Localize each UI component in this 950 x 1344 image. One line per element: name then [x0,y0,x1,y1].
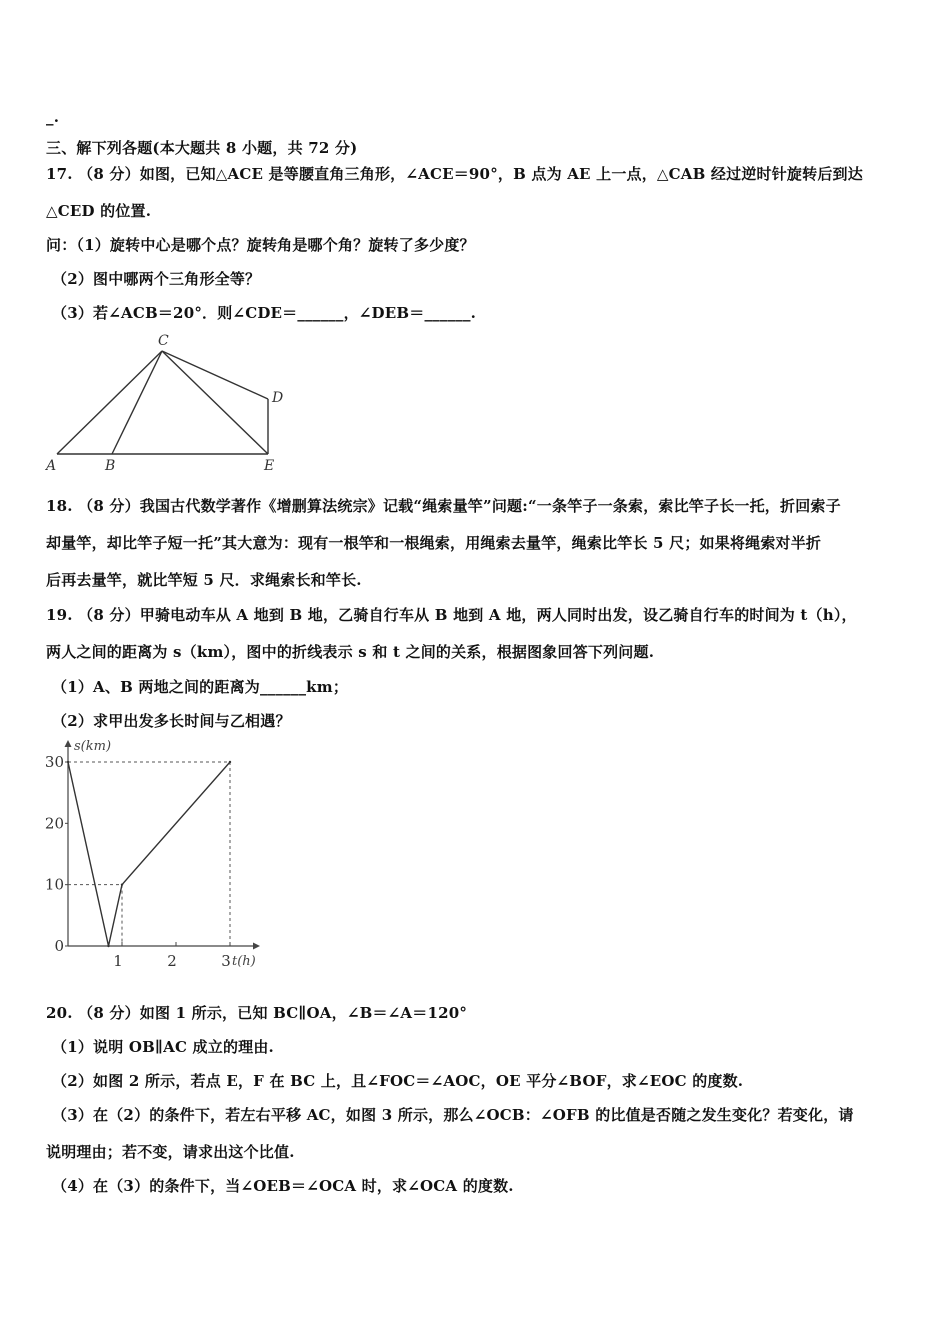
q17-line-5: （3）若∠ACB＝20°．则∠CDE＝______，∠DEB＝______. [52,304,477,322]
q20-line-6: （4）在（3）的条件下，当∠OEB＝∠OCA 时，求∠OCA 的度数. [52,1177,514,1195]
q20-line-5: 说明理由；若不变，请求出这个比值. [46,1143,295,1161]
x-axis-label: t(h) [232,954,256,969]
x-axis-arrow [253,943,260,950]
q20-line-1: 20. （8 分）如图 1 所示，已知 BC∥OA，∠B＝∠A＝120° [46,1004,468,1022]
label-e: E [264,458,275,474]
q18-line-2: 却量竿，却比竿子短一托”其大意为：现有一根竿和一根绳索，用绳索去量竿，绳索比竿长 5 尺；如果将绳索对半折 [46,534,822,552]
series-line [68,762,230,946]
q17-line-1: 17. （8 分）如图，已知△ACE 是等腰直角三角形，∠ACE＝90°，B 点为 AE 上一点，△CAB 经过逆时针旋转后到达 [46,165,863,183]
q17-triangle-figure [40,328,300,478]
q17-line-4: （2）图中哪两个三角形全等？ [52,270,261,288]
x-tick-label-1: 2 [167,952,177,970]
q18-line-1: 18. （8 分）我国古代数学著作《增删算法统宗》记载“绳索量竿”问题:“一条竿子一条索，索比竿子长一托，折回索子 [46,497,841,515]
segment-ce [162,351,268,454]
y-tick-label-3: 30 [44,753,64,771]
y-tick-label-1: 10 [44,875,64,894]
label-d: D [272,390,284,406]
label-b: B [105,458,116,474]
y-axis-arrow [65,740,72,747]
q20-line-3: （2）如图 2 所示，若点 E，F 在 BC 上，且∠FOC＝∠AOC，OE 平分∠BOF，求∠EOC 的度数. [52,1072,744,1090]
segment-cd [162,351,268,399]
y-tick-label-0: 0 [54,937,64,955]
q17-line-2: △CED 的位置. [46,202,152,220]
q19-distance-chart [38,734,278,974]
label-a: A [46,458,57,474]
label-c: C [158,333,169,349]
q19-line-4: （2）求甲出发多长时间与乙相遇？ [52,712,291,730]
x-tick-label-0: 1 [113,952,123,970]
q20-line-4: （3）在（2）的条件下，若左右平移 AC，如图 3 所示，那么∠OCB：∠OFB 的比值是否随之发生变化？若变化，请 [52,1106,854,1124]
series-point-3 [229,761,231,763]
section-heading: 三、解下列各题(本大题共 8 小题，共 72 分) [46,139,358,157]
y-tick-label-2: 20 [44,814,64,833]
q17-line-3: 问：（1）旋转中心是哪个点？旋转角是哪个角？旋转了多少度？ [46,236,475,254]
segment-bc [112,351,162,454]
q20-line-2: （1）说明 OB∥AC 成立的理由. [52,1038,274,1056]
series-point-2 [121,883,123,885]
x-tick-label-2: 3 [221,952,231,970]
series-point-1 [107,945,109,947]
q19-line-1: 19. （8 分）甲骑电动车从 A 地到 B 地，乙骑自行车从 B 地到 A 地，两人同时出发，设乙骑自行车的时间为 t（h）， [46,606,857,624]
q19-line-2: 两人之间的距离为 s（km），图中的折线表示 s 和 t 之间的关系，根据图象回答下列问题. [46,643,655,661]
y-axis-label: s(km) [74,739,112,754]
q18-line-3: 后再去量竿，就比竿短 5 尺．求绳索长和竿长. [46,571,362,589]
top-mark: _. [46,108,60,126]
q19-line-3: （1）A、B 两地之间的距离为______km； [52,678,349,696]
segment-ac [57,351,162,454]
